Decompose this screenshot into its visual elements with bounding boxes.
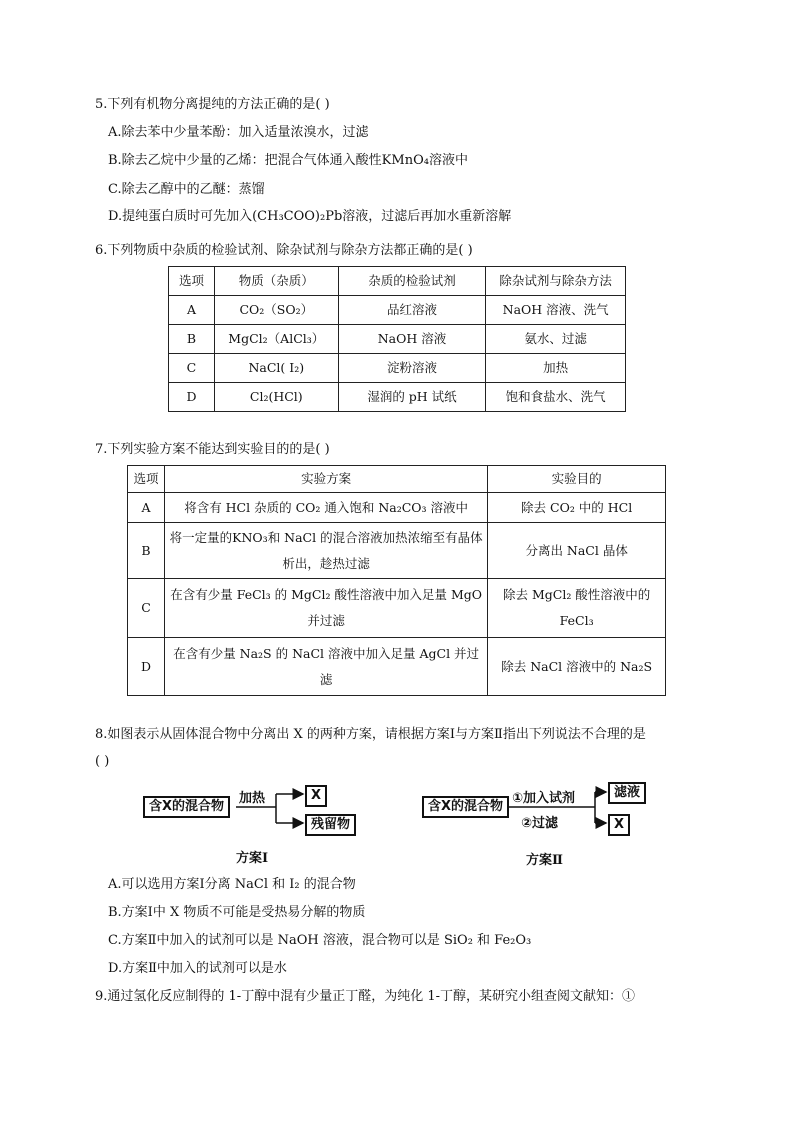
q6-cell: MgCl₂（AlCl₃）	[214, 325, 338, 354]
scheme-1-source-box: 含X的混合物	[143, 796, 230, 818]
q6-cell: A	[169, 296, 215, 325]
scheme-2-output-x: X	[608, 814, 630, 836]
q6-cell: CO₂（SO₂）	[214, 296, 338, 325]
q5-option-c: C.除去乙醇中的乙醚：蒸馏	[108, 182, 265, 197]
q7-cell: 将含有 HCl 杂质的 CO₂ 通入饱和 Na₂CO₃ 溶液中	[164, 493, 487, 523]
q7-cell: 除去 NaCl 溶液中的 Na₂S	[488, 638, 666, 696]
scheme-2-output-filtrate: 滤液	[608, 782, 646, 804]
q9-stem: 9.通过氢化反应制得的 1-丁醇中混有少量正丁醛，为纯化 1-丁醇，某研究小组查阅文献知：①	[95, 989, 635, 1004]
q5-option-a: A.除去苯中少量苯酚：加入适量浓溴水，过滤	[108, 125, 369, 140]
q8-option-b: B.方案Ⅰ中 X 物质不可能是受热易分解的物质	[108, 905, 366, 920]
q6-cell: 饱和食盐水、洗气	[486, 383, 626, 412]
q7-cell: A	[128, 493, 165, 523]
q6-cell: 加热	[486, 354, 626, 383]
q6-header-cell: 选项	[169, 267, 215, 296]
q7-cell: 将一定量的KNO₃和 NaCl 的混合溶液加热浓缩至有晶体析出，趁热过滤	[164, 523, 487, 579]
q7-cell: 在含有少量 Na₂S 的 NaCl 溶液中加入足量 AgCl 并过滤	[164, 638, 487, 696]
q8-stem: 8.如图表示从固体混合物中分离出 X 的两种方案，请根据方案Ⅰ与方案Ⅱ指出下列说法不合理的是	[95, 727, 646, 742]
scheme-1-caption: 方案Ⅰ	[236, 851, 269, 866]
q6-cell: 品红溶液	[338, 296, 486, 325]
scheme-2-step1-label: ①加入试剂	[512, 791, 576, 806]
q7-cell: C	[128, 579, 165, 638]
q6-header-cell: 除杂试剂与除杂方法	[486, 267, 626, 296]
q6-cell: Cl₂(HCl)	[214, 383, 338, 412]
q6-cell: 淀粉溶液	[338, 354, 486, 383]
q6-cell: NaCl( I₂)	[214, 354, 338, 383]
q6-cell: D	[169, 383, 215, 412]
q7-header-cell: 实验方案	[164, 466, 487, 493]
scheme-1-step-label: 加热	[239, 791, 266, 806]
q6-header-cell: 物质（杂质）	[214, 267, 338, 296]
q5-option-d: D.提纯蛋白质时可先加入(CH₃COO)₂Pb溶液，过滤后再加水重新溶解	[108, 209, 512, 224]
q6-cell: C	[169, 354, 215, 383]
q7-cell: B	[128, 523, 165, 579]
q7-header-cell: 实验目的	[488, 466, 666, 493]
q7-stem: 7.下列实验方案不能达到实验目的的是( )	[95, 442, 330, 457]
q7-cell: 除去 MgCl₂ 酸性溶液中的 FeCl₃	[488, 579, 666, 638]
q6-stem: 6.下列物质中杂质的检验试剂、除杂试剂与除杂方法都正确的是( )	[95, 243, 473, 258]
q7-cell: D	[128, 638, 165, 696]
q8-option-a: A.可以选用方案Ⅰ分离 NaCl 和 I₂ 的混合物	[108, 877, 356, 892]
q6-cell: B	[169, 325, 215, 354]
scheme-2-source-box: 含X的混合物	[422, 796, 509, 818]
q7-cell: 除去 CO₂ 中的 HCl	[488, 493, 666, 523]
q5-stem: 5.下列有机物分离提纯的方法正确的是( )	[95, 97, 330, 112]
q8-option-d: D.方案Ⅱ中加入的试剂可以是水	[108, 961, 287, 976]
scheme-1-output-residue: 残留物	[305, 814, 356, 836]
q6-cell: 氨水、过滤	[486, 325, 626, 354]
q5-option-b: B.除去乙烷中少量的乙烯：把混合气体通入酸性KMnO₄溶液中	[108, 153, 468, 168]
q7-cell: 在含有少量 FeCl₃ 的 MgCl₂ 酸性溶液中加入足量 MgO 并过滤	[164, 579, 487, 638]
q8-option-c: C.方案Ⅱ中加入的试剂可以是 NaOH 溶液，混合物可以是 SiO₂ 和 Fe₂O₃	[108, 933, 532, 948]
scheme-2-caption: 方案Ⅱ	[526, 853, 563, 868]
q6-cell: NaOH 溶液	[338, 325, 486, 354]
q7-header-cell: 选项	[128, 466, 165, 493]
q6-cell: NaOH 溶液、洗气	[486, 296, 626, 325]
q8-stem-paren: ( )	[95, 754, 110, 769]
q6-header-cell: 杂质的检验试剂	[338, 267, 486, 296]
scheme-1-output-x: X	[305, 785, 327, 807]
scheme-2-step2-label: ②过滤	[521, 816, 559, 831]
q7-cell: 分离出 NaCl 晶体	[488, 523, 666, 579]
q6-cell: 湿润的 pH 试纸	[338, 383, 486, 412]
